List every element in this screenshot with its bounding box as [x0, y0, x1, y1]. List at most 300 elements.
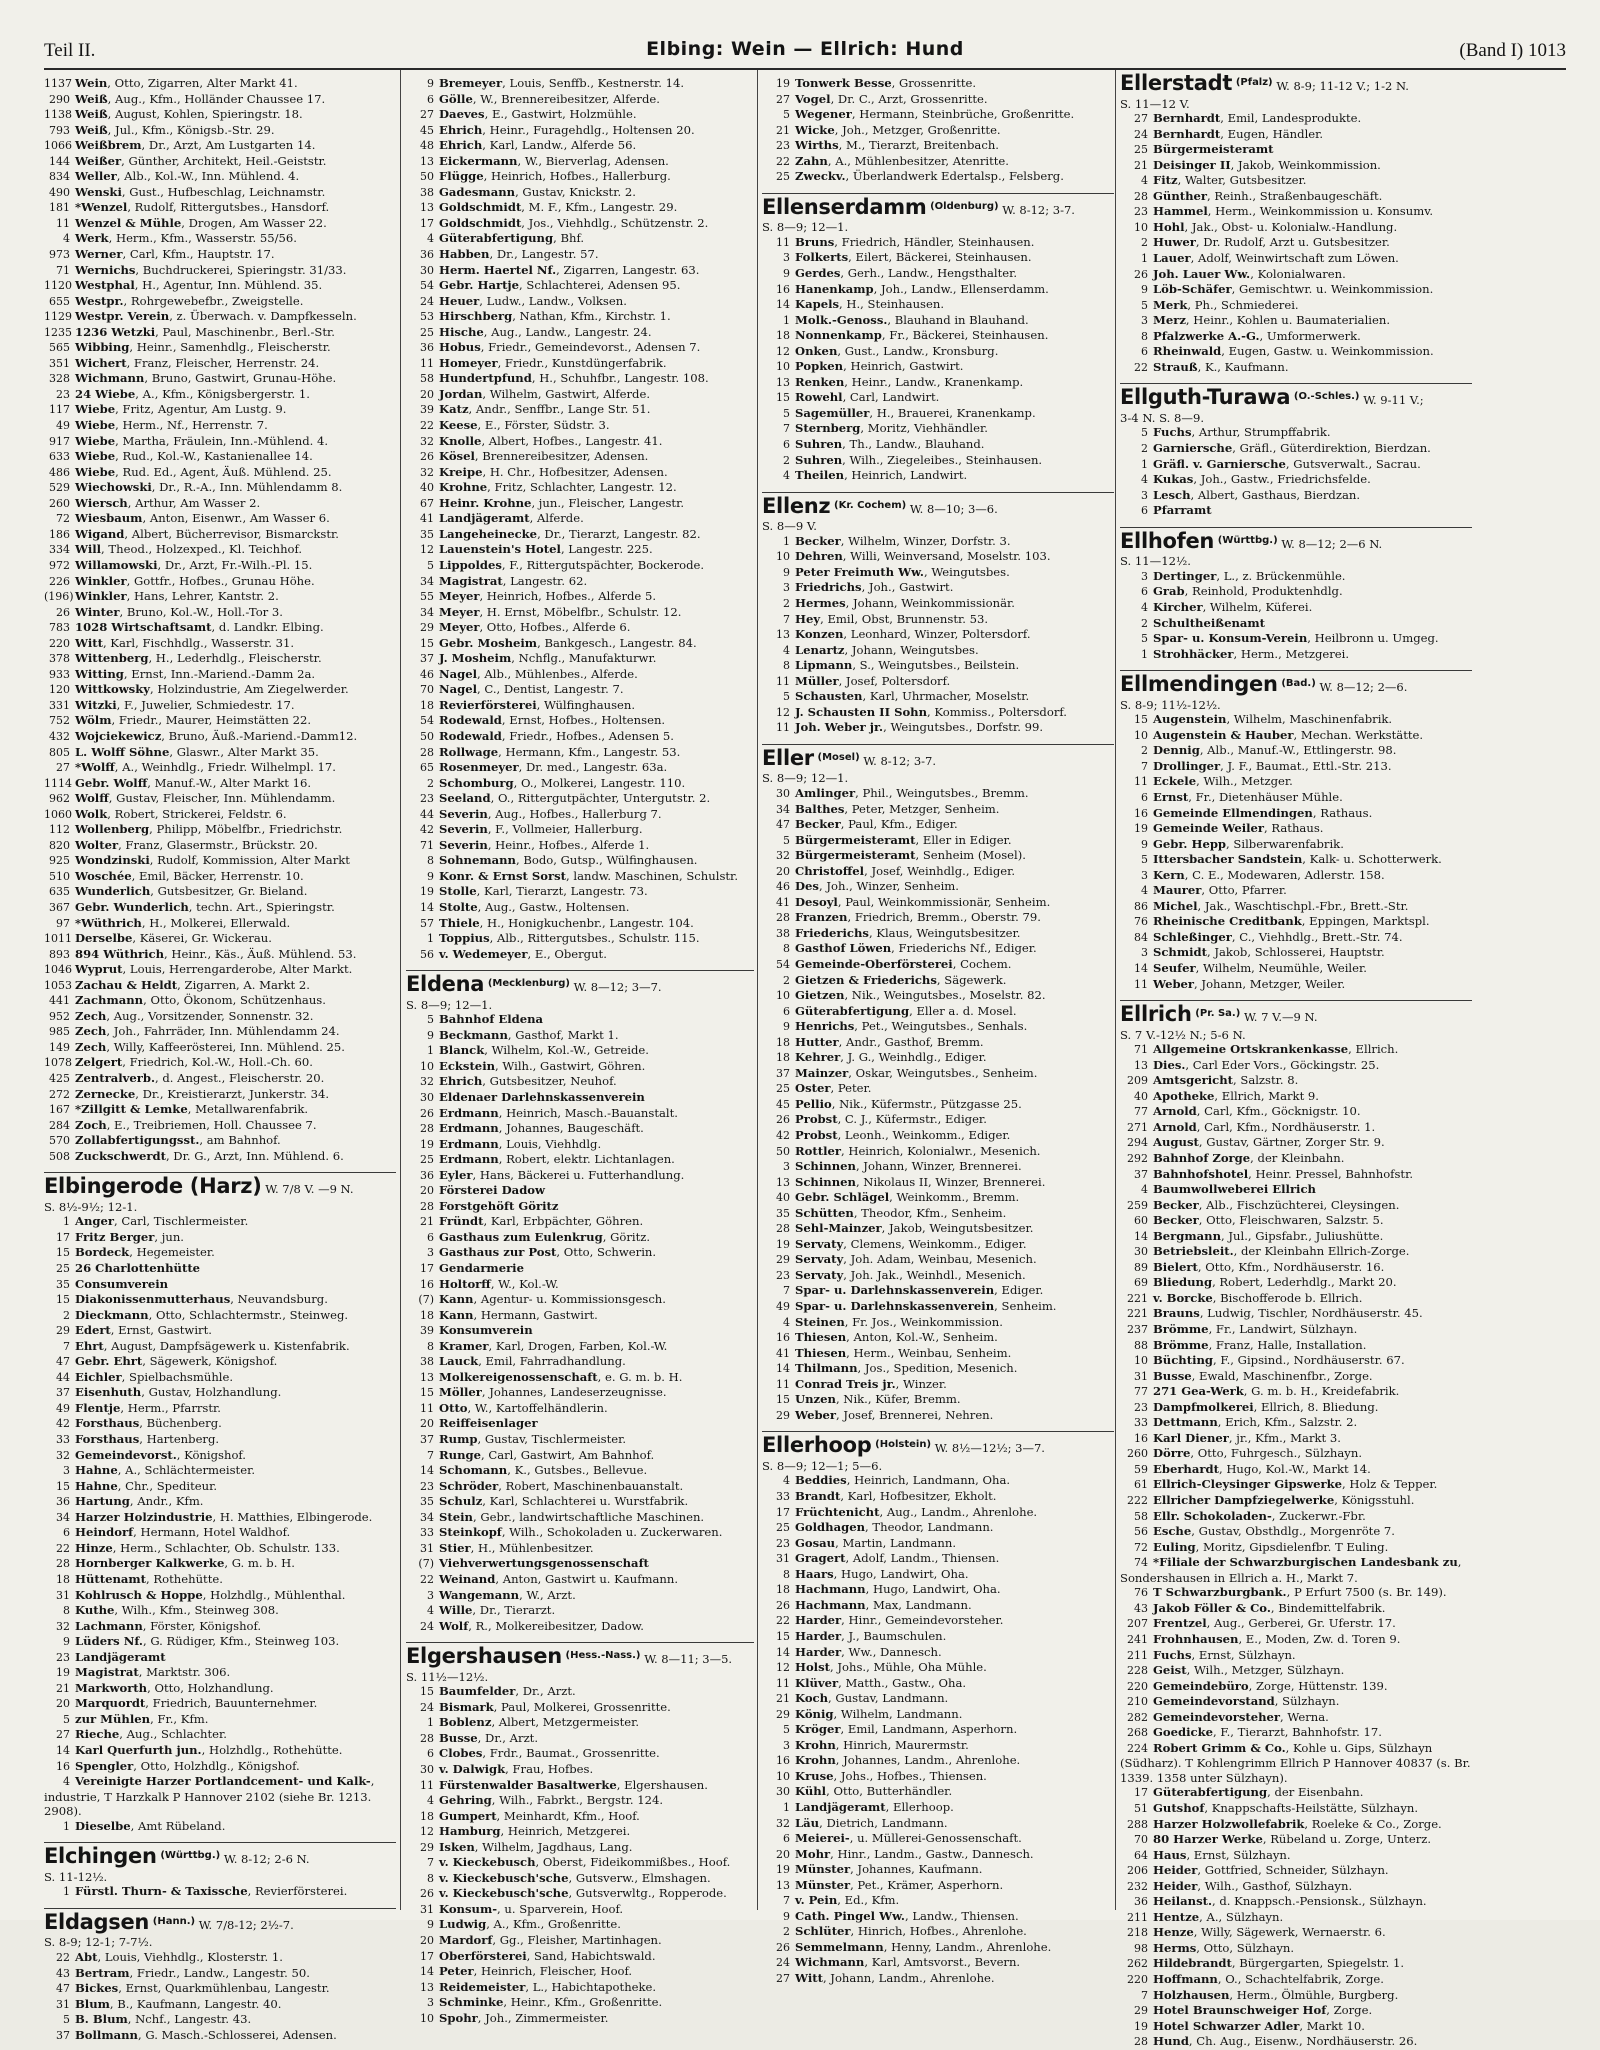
- entry-details: , Paul, Weinkommissionär, Senheim.: [837, 894, 1051, 909]
- directory-entry: [44, 1277, 396, 1293]
- office-hours: W. 7 V.—9 N.: [1244, 1010, 1318, 1025]
- entry-name: Gerdes: [795, 266, 841, 281]
- entry-phone-number: 351: [49, 356, 70, 370]
- directory-entry: [44, 200, 396, 216]
- entry-phone-number: 97: [56, 916, 70, 930]
- entry-name: Anger: [75, 1214, 115, 1229]
- entry-phone-number: 12: [420, 543, 434, 557]
- directory-entry: [762, 138, 1114, 154]
- entry-phone-number: 41: [420, 512, 434, 526]
- entry-phone-number: 42: [776, 1129, 790, 1142]
- directory-entry: [762, 76, 1114, 92]
- entry-phone-number: 28: [420, 1122, 434, 1136]
- entry-details: , Sondershausen in Ellrich a. H., Markt 7.: [1120, 1555, 1462, 1585]
- entry-name: Hundertpfund: [439, 371, 532, 386]
- entry-details: , Emil, Obst, Brunnenstr. 53.: [820, 611, 989, 626]
- entry-name: Diakonissenmutterhaus: [75, 1292, 231, 1307]
- entry-phone-number: 508: [49, 1149, 70, 1163]
- entry-phone-number: 89: [1134, 1260, 1148, 1274]
- entry-name: Wiebe: [75, 464, 116, 479]
- entry-phone-number: 18: [56, 1572, 70, 1586]
- entry-phone-number: 26: [1134, 267, 1148, 281]
- entry-name: Weißbrem: [75, 138, 142, 153]
- directory-entry: [44, 978, 396, 994]
- entry-details: , Heinr., Kohlen u. Baumaterialien.: [1185, 313, 1391, 328]
- entry-phone-number: 13: [420, 1370, 434, 1384]
- entry-name: Konzen: [795, 627, 844, 642]
- directory-entry: [1120, 488, 1472, 504]
- directory-entry: [44, 1712, 396, 1728]
- entry-name: Krohn: [795, 1737, 836, 1752]
- entry-name: Zoch: [75, 1117, 107, 1132]
- entry-details: , Königshof.: [176, 1447, 246, 1462]
- entry-name: Konr. & Ernst Sorst: [439, 868, 566, 883]
- entry-name: Nagel: [439, 682, 477, 697]
- office-hours: W. 8-12; 3-7.: [1002, 202, 1075, 217]
- office-hours: W. 8—12; 2—6.: [1319, 680, 1408, 695]
- entry-name: Knolle: [439, 433, 482, 448]
- entry-details: , Joh., Metzger, Großenritte.: [834, 122, 1001, 137]
- entry-details: , Herm., Schlachter, Ob. Schulstr. 133.: [112, 1540, 340, 1555]
- directory-entry: [1120, 600, 1472, 616]
- directory-entry: [406, 216, 754, 232]
- entry-details: , Otto, Ökonom, Schützenhaus.: [143, 993, 326, 1008]
- entry-name: Woschée: [75, 868, 132, 883]
- entry-name: Wicke: [795, 122, 835, 137]
- directory-entry: [762, 1831, 1114, 1847]
- entry-name: Magistrat: [75, 1665, 139, 1680]
- entry-phone-number: 167: [49, 1103, 70, 1117]
- entry-phone-number: 328: [49, 372, 70, 386]
- entry-phone-number: 6: [783, 1832, 790, 1846]
- directory-entry: [1120, 1431, 1472, 1447]
- entry-name: Mainzer: [795, 1065, 849, 1080]
- entry-phone-number: 15: [776, 391, 790, 405]
- entry-details: , Robert, elektr. Lichtanlagen.: [498, 1152, 675, 1167]
- entry-phone-number: 12: [776, 705, 790, 719]
- entry-phone-number: 7: [783, 612, 790, 626]
- entry-name: Severin: [439, 806, 488, 821]
- entry-details: , Bhf.: [553, 231, 585, 246]
- entry-details: , Joh., Zimmermeister.: [477, 2010, 609, 2025]
- entry-details: , Dr., Arzt.: [515, 1684, 576, 1699]
- directory-entry: [44, 916, 396, 932]
- entry-phone-number: 31: [56, 1588, 70, 1602]
- entry-details: , Otto, Schwerin.: [556, 1245, 657, 1260]
- entry-phone-number: 20: [776, 1847, 790, 1861]
- entry-details: , Dietrich, Landmann.: [819, 1815, 948, 1830]
- entry-phone-number: 441: [49, 994, 70, 1008]
- entry-details: , Hugo, Landwirt, Oha.: [833, 1566, 969, 1581]
- entry-details: , Holzhdlg., Mühlenthal.: [202, 1587, 346, 1602]
- entry-details: , Hans, Bäckerei u. Futterhandlung.: [472, 1167, 685, 1182]
- entry-name: Wenski: [75, 184, 122, 199]
- entry-details: , Hans, Lehrer, Kantstr. 2.: [126, 589, 279, 604]
- locality-heading: [762, 492, 1114, 517]
- directory-entry: [44, 1572, 396, 1588]
- entry-name: Schausten: [795, 689, 863, 704]
- entry-details: , Büchenberg.: [139, 1416, 222, 1431]
- entry-name: Wiebe: [75, 418, 116, 433]
- entry-name: Molk.-Genoss.: [795, 312, 888, 327]
- entry-phone-number: 21: [56, 1681, 70, 1695]
- entry-details: , August, Dampfsägewerk u. Kistenfabrik.: [103, 1338, 350, 1353]
- entry-name: Gasthaus zum Eulenkrug: [439, 1229, 603, 1244]
- entry-name: Münster: [795, 1862, 851, 1877]
- entry-name: Eyler: [439, 1167, 473, 1182]
- entry-details: , e. G. m. b. H.: [597, 1369, 683, 1384]
- entry-details: , Alb., Kol.-W., Inn. Mühlend. 4.: [116, 169, 300, 184]
- entry-details: , Friedr., Gemeindevorst., Adensen 7.: [480, 340, 701, 355]
- entry-details: , Paul, Molkerei, Grossenritte.: [493, 1699, 671, 1714]
- entry-details: , W., Bierverlag, Adensen.: [517, 153, 669, 168]
- entry-details: , E., Moden, Zw. d. Toren 9.: [1238, 1631, 1401, 1646]
- directory-entry: [406, 1323, 754, 1339]
- entry-name: Holtorff: [439, 1276, 491, 1291]
- directory-entry: [406, 1588, 754, 1604]
- entry-phone-number: 37: [420, 652, 434, 666]
- directory-entry: [406, 1137, 754, 1153]
- entry-name: Mohr: [795, 1846, 831, 1861]
- entry-phone-number: 8: [783, 1567, 790, 1581]
- directory-entry: [1120, 1648, 1472, 1664]
- directory-entry: [406, 1277, 754, 1293]
- directory-entry: [406, 1603, 754, 1619]
- entry-phone-number: 47: [56, 1982, 70, 1996]
- directory-entry: [406, 154, 754, 170]
- entry-details: , Joh., Winzer, Senheim.: [818, 879, 959, 894]
- entry-name: Kann: [439, 1292, 474, 1307]
- entry-phone-number: 820: [49, 838, 70, 852]
- entry-details: , Alb., Mühlenbes., Alferde.: [477, 666, 638, 681]
- entry-name: zur Mühlen: [75, 1711, 151, 1726]
- entry-details: , Jak., Obst- u. Kolonialw.-Handlung.: [1184, 219, 1398, 234]
- directory-entry: [44, 527, 396, 543]
- locality-region: (Mosel): [817, 752, 860, 764]
- entry-name: Reiffeisenlager: [439, 1416, 538, 1431]
- entry-phone-number: 7: [427, 1856, 434, 1870]
- entry-name: Friederichs: [795, 925, 869, 940]
- entry-phone-number: 1: [783, 534, 790, 548]
- entry-name: Schleßinger: [1153, 929, 1232, 944]
- entry-phone-number: 6: [427, 1747, 434, 1761]
- entry-name: König: [795, 1706, 834, 1721]
- entry-name: Blanck: [439, 1043, 485, 1058]
- directory-entry: [1120, 1493, 1472, 1509]
- directory-entry: [406, 434, 754, 450]
- entry-name: Westphal: [75, 278, 135, 293]
- entry-name: Weber: [1153, 976, 1195, 991]
- directory-entry: [1120, 1540, 1472, 1556]
- entry-name: Molkereigenossenschaft: [439, 1369, 598, 1384]
- directory-entry: [1120, 503, 1472, 519]
- entry-details: , Paul, Kfm., Ediger.: [840, 817, 958, 832]
- directory-entry: [406, 1339, 754, 1355]
- entry-name: Servaty: [795, 1267, 844, 1282]
- entry-name: Goedicke: [1153, 1725, 1213, 1740]
- entry-name: Weiß: [75, 107, 108, 122]
- entry-phone-number: 14: [1134, 1229, 1148, 1243]
- entry-name: Kuthe: [75, 1603, 115, 1618]
- entry-details: , Heinrich, Kolonialwr., Mesenich.: [840, 1143, 1041, 1158]
- entry-details: , Louis, Herrengarderobe, Alter Markt.: [122, 962, 353, 977]
- locality-region: (Pfalz): [1235, 77, 1273, 89]
- entry-phone-number: 117: [49, 403, 70, 417]
- directory-entry: [1120, 1785, 1472, 1801]
- entry-phone-number: 15: [420, 1386, 434, 1400]
- entry-details: , Carl, Gastwirt, Am Bahnhof.: [480, 1447, 655, 1462]
- entry-details: , H., Brauerei, Kranenkamp.: [869, 405, 1036, 420]
- entry-phone-number: 33: [420, 1526, 434, 1540]
- entry-phone-number: 378: [49, 652, 70, 666]
- entry-name: Eldenaer Darlehnskassenverein: [439, 1090, 645, 1104]
- entry-details: , Otto, Hofbes., Alferde 6.: [479, 620, 631, 635]
- entry-details: , Otto, Butterhändler.: [826, 1784, 953, 1799]
- entry-name: Heider: [1153, 1863, 1198, 1878]
- entry-details: , H., Schuhfbr., Langestr. 108.: [531, 371, 709, 386]
- entry-phone-number: 44: [420, 807, 434, 821]
- entry-details: , Werna.: [1280, 1709, 1329, 1724]
- entry-details: , Albert, Gasthaus, Bierdzan.: [1190, 487, 1361, 502]
- directory-entry: [44, 1727, 396, 1743]
- entry-details: , Herm., Metzgerei.: [1233, 646, 1350, 661]
- entry-details: , Holz & Tepper.: [1342, 1477, 1438, 1492]
- directory-entry: [44, 402, 396, 418]
- entry-details: , Clemens, Weinkomm., Ediger.: [843, 1236, 1027, 1251]
- entry-name: Rosenmeyer: [439, 760, 519, 775]
- directory-entry: [762, 453, 1114, 469]
- entry-name: Rodewald: [439, 728, 502, 743]
- locality-region: (Württbg.): [160, 1850, 221, 1862]
- directory-entry: [44, 962, 396, 978]
- entry-phone-number: 11: [776, 1676, 790, 1690]
- directory-entry: [406, 931, 754, 947]
- entry-name: Heindorf: [75, 1525, 134, 1540]
- entry-phone-number: 226: [49, 574, 70, 588]
- entry-details: , G. m. b. H., Kreidefabrik.: [1243, 1384, 1400, 1399]
- entry-name: Westpr.: [75, 293, 124, 308]
- directory-entry: [762, 1955, 1114, 1971]
- directory-entry: [762, 313, 1114, 329]
- entry-phone-number: (7): [418, 1293, 434, 1307]
- entry-phone-number: 19: [776, 1863, 790, 1877]
- entry-details: , Hinrich, Maurermstr.: [835, 1737, 969, 1752]
- entry-phone-number: 54: [420, 279, 434, 293]
- entry-phone-number: 917: [49, 434, 70, 448]
- entry-phone-number: 46: [420, 667, 434, 681]
- directory-entry: [44, 325, 396, 341]
- entry-details: , Spielbachsmühle.: [121, 1369, 234, 1384]
- entry-name: Kohlrusch & Hoppe: [75, 1587, 203, 1602]
- directory-entry: [44, 1966, 396, 1982]
- directory-entry: [406, 1809, 754, 1825]
- entry-name: Gebr. Wunderlich: [75, 899, 189, 914]
- directory-entry: [44, 309, 396, 325]
- entry-phone-number: 11: [776, 235, 790, 249]
- entry-phone-number: 23: [56, 1650, 70, 1664]
- entry-phone-number: 207: [1127, 1617, 1148, 1631]
- entry-name: Eberhardt: [1153, 1461, 1219, 1476]
- directory-entry: [762, 169, 1114, 185]
- entry-details: , Hermann, Hotel Waldhof.: [133, 1525, 291, 1540]
- entry-phone-number: 86: [1134, 899, 1148, 913]
- entry-name: Landjägeramt: [439, 511, 530, 526]
- entry-phone-number: 15: [420, 636, 434, 650]
- entry-details: , Friedrich, Kol.-W., Holl.-Ch. 60.: [122, 1055, 313, 1070]
- directory-entry: [1120, 1725, 1472, 1741]
- entry-name: Bliedung: [1153, 1275, 1213, 1290]
- entry-name: Goldschmidt: [439, 200, 522, 215]
- directory-entry: [1120, 1941, 1472, 1957]
- directory-entry: [44, 1619, 396, 1635]
- entry-details: , F., Rittergutspächter, Bockerode.: [501, 557, 705, 572]
- entry-phone-number: 5: [1141, 298, 1148, 312]
- entry-name: Hohl: [1153, 219, 1185, 234]
- entry-phone-number: 149: [49, 1040, 70, 1054]
- entry-name: Isken: [439, 1839, 475, 1854]
- entry-details: , Nik., Küfer, Bremm.: [835, 1392, 961, 1407]
- entry-phone-number: 805: [49, 745, 70, 759]
- directory-entry: [762, 235, 1114, 251]
- entry-details: , Rudolf, Kommission, Alter Markt: [149, 853, 350, 868]
- directory-entry: [1120, 631, 1472, 647]
- entry-name: Frentzel: [1153, 1616, 1207, 1631]
- entry-details: , Aug., Hofbes., Hallerburg 7.: [487, 806, 662, 821]
- directory-entry: [406, 838, 754, 854]
- entry-name: Gutshof: [1153, 1800, 1205, 1815]
- entry-details: , Andr., Gasthof, Bremm.: [838, 1034, 984, 1049]
- entry-details: , Bruno, Gastwirt, Grunau-Höhe.: [144, 371, 337, 386]
- directory-entry: [762, 864, 1114, 880]
- entry-name: Bernhardt: [1153, 126, 1221, 141]
- entry-details: , F., Tierarzt, Bahnhofstr. 17.: [1213, 1725, 1382, 1740]
- entry-phone-number: 35: [420, 1495, 434, 1509]
- directory-entry: [762, 154, 1114, 170]
- entry-name: Ittersbacher Sandstein: [1153, 852, 1303, 867]
- entry-phone-number: 51: [1134, 1801, 1148, 1815]
- directory-entry: [762, 1066, 1114, 1082]
- directory-entry: [762, 1315, 1114, 1331]
- directory-entry: [762, 1377, 1114, 1393]
- entry-details: , Aug., Schlachter.: [119, 1727, 227, 1742]
- entry-details: , Otto, Sülzhayn.: [1196, 1940, 1295, 1955]
- entry-phone-number: 633: [49, 450, 70, 464]
- entry-name: Sohnemann: [439, 853, 516, 868]
- entry-phone-number: 18: [420, 1809, 434, 1823]
- entry-details: , Nchf., Langestr. 43.: [127, 2012, 252, 2027]
- entry-name: Brömme: [1153, 1337, 1209, 1352]
- entry-phone-number: 36: [56, 1495, 70, 1509]
- entry-details: , Otto, Fleischwaren, Salzstr. 5.: [1198, 1213, 1384, 1228]
- entry-name: Servaty: [795, 1236, 844, 1251]
- entry-details: , Ernst, Inn.-Mariend.-Damm 2a.: [123, 666, 316, 681]
- entry-phone-number: 34: [776, 802, 790, 816]
- directory-entry: [1120, 1477, 1472, 1493]
- entry-phone-number: 55: [420, 590, 434, 604]
- directory-entry: [44, 1133, 396, 1149]
- entry-name: Fuchs: [1153, 425, 1192, 440]
- entry-phone-number: 2: [1141, 616, 1148, 630]
- entry-details: , C., Viehhdlg., Brett.-Str. 74.: [1231, 929, 1403, 944]
- entry-name: Wondzinski: [75, 853, 150, 868]
- entry-phone-number: 13: [1134, 1058, 1148, 1072]
- directory-entry: [1120, 1663, 1472, 1679]
- entry-name: Reidemeister: [439, 1979, 526, 1994]
- entry-phone-number: 1138: [44, 108, 72, 122]
- directory-entry: [44, 1055, 396, 1071]
- entry-name: Eickermann: [439, 153, 518, 168]
- entry-details: , Dr. C., Arzt, Grossenritte.: [830, 91, 988, 106]
- entry-phone-number: 26: [420, 450, 434, 464]
- entry-name: Marquordt: [75, 1696, 146, 1711]
- entry-name: Huwer: [1153, 235, 1196, 250]
- entry-details: , Dr., R.-A., Inn. Mühlendamm 8.: [151, 480, 343, 495]
- entry-phone-number: 5: [1141, 426, 1148, 440]
- entry-phone-number: 218: [1127, 1926, 1148, 1940]
- entry-phone-number: 27: [776, 92, 790, 106]
- directory-entry: [406, 651, 754, 667]
- entry-details: , C. E., Modewaren, Adlerstr. 158.: [1184, 867, 1385, 882]
- entry-phone-number: 13: [776, 375, 790, 389]
- entry-details: , der Eisenbahn.: [1267, 1785, 1364, 1800]
- entry-phone-number: 6: [1141, 345, 1148, 359]
- office-hours: W. 8-12; 3-7.: [863, 753, 937, 768]
- entry-phone-number: 11: [776, 674, 790, 688]
- entry-details: , Hugo, Kol.-W., Markt 14.: [1218, 1461, 1371, 1476]
- entry-details: , Aug., Landw., Langestr. 24.: [483, 324, 652, 339]
- directory-entry: [44, 496, 396, 512]
- entry-phone-number: 893: [49, 947, 70, 961]
- entry-details: , Karl, Fischhdlg., Wasserstr. 31.: [102, 635, 295, 650]
- entry-details: , E., Treibriemen, Holl. Chaussee 7.: [106, 1117, 317, 1132]
- entry-phone-number: 9: [427, 1918, 434, 1932]
- directory-entry: [406, 776, 754, 792]
- entry-details: , Jul., Gipsfabr., Juliushütte.: [1221, 1228, 1384, 1243]
- entry-details: , Friedr., Kunstdüngerfabrik.: [497, 355, 667, 370]
- directory-entry: [406, 1886, 754, 1902]
- entry-details: , Heinrich, Landwirt.: [844, 468, 968, 483]
- entry-name: Sehl-Mainzer: [795, 1221, 882, 1236]
- entry-phone-number: 15: [56, 1479, 70, 1493]
- entry-name: Seeland: [439, 791, 491, 806]
- directory-entry: [1120, 1135, 1472, 1151]
- directory-entry: [762, 92, 1114, 108]
- entry-name: Gasthof Löwen: [795, 941, 892, 956]
- office-hours: W. 8—12; 2—6 N.: [1281, 536, 1383, 551]
- entry-name: Harder: [795, 1628, 842, 1643]
- directory-entry: [44, 807, 396, 823]
- entry-name: Pfalzwerke A.-G.: [1153, 328, 1260, 343]
- entry-details: , Karl, Erbpächter, Göhren.: [483, 1214, 644, 1229]
- entry-phone-number: 13: [776, 1878, 790, 1892]
- directory-entry: [44, 1261, 396, 1277]
- entry-phone-number: 40: [420, 481, 434, 495]
- entry-name: Apotheke: [1153, 1088, 1215, 1103]
- entry-phone-number: 1: [427, 1044, 434, 1058]
- entry-name: Magistrat: [439, 573, 503, 588]
- directory-entry: [406, 698, 754, 714]
- entry-name: Klüver: [795, 1675, 839, 1690]
- entry-name: Gebr. Mosheim: [439, 635, 538, 650]
- entry-details: , C., Dentist, Langestr. 7.: [477, 682, 624, 697]
- entry-phone-number: 11: [56, 216, 70, 230]
- directory-entry: [44, 667, 396, 683]
- entry-name: Probst: [795, 1128, 838, 1142]
- entry-name: Hey: [795, 611, 821, 626]
- entry-name: Arnold: [1153, 1104, 1197, 1119]
- directory-entry: [406, 1684, 754, 1700]
- entry-phone-number: 221: [1127, 1291, 1148, 1305]
